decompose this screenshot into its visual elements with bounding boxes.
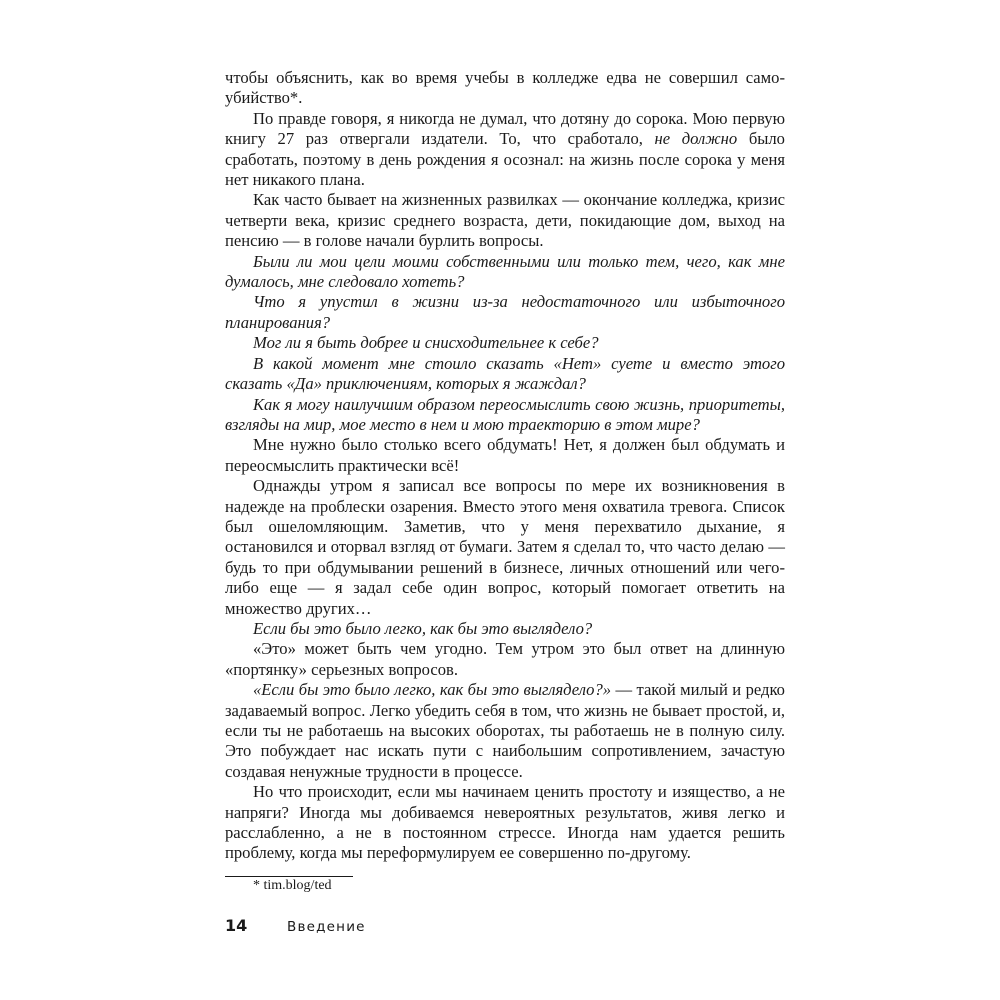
book-page: [225, 68, 785, 895]
text-run: — такой милый и редко задаваемый вопрос. Легко убедить себя в том, что жизнь не бывает простой, и, если ты не работаешь на высоких оборотах, ты работаешь не в полную силу. Это побуждает нас искать пути с наибольшим сопротивлением, зачастую создавая ненужные трудности в процессе.: [225, 680, 785, 781]
paragraph: Мне нужно было столько всего обдумать! Нет, я должен был обдумать и переосмыслить практически всё!: [225, 435, 785, 475]
paragraph: «Это» может быть чем угодно. Тем утром это был ответ на длинную «портянку» серьезных вопросов.: [225, 639, 785, 679]
running-head: Введение: [287, 919, 366, 935]
paragraph: [225, 109, 785, 191]
emphasis-text: не должно: [654, 129, 738, 149]
question-italic: Что я упустил в жизни из-за недостаточного или избыточного планирования?: [225, 292, 785, 332]
emphasis-text: «Если бы это было легко, как бы это выглядело?»: [253, 680, 612, 700]
question-italic: Были ли мои цели моими собственными или только тем, чего, как мне думалось, мне следовало хотеть?: [225, 251, 785, 292]
question-italic: Как я могу наилучшим образом переосмыслить свою жизнь, приоритеты, взгляды на мир, мое место в нем и мою траекторию в этом мире?: [225, 394, 785, 434]
question-italic: В какой момент мне стоило сказать «Нет» суете и вместо этого сказать «Да» приключениям, которых я жаждал?: [225, 353, 785, 394]
question-italic: Мог ли я быть добрее и снисходительнее к себе?: [253, 333, 599, 353]
paragraph: Как часто бывает на жизненных развилках — окончание колледжа, кризис четверти века, кризис среднего возраста, дети, покидающие дом, выход на пенсию — в голове начали бурлить вопросы.: [225, 190, 785, 251]
page-footer: [225, 916, 366, 935]
question-italic: Если бы это было легко, как бы это выглядело?: [253, 618, 593, 638]
paragraph: [225, 680, 785, 782]
page-number: 14: [225, 916, 248, 935]
text-run: было сработать, поэтому в день рождения я осознал: на жизнь после сорока у меня нет никакого плана.: [225, 129, 785, 190]
paragraph: Но что происходит, если мы начинаем ценить простоту и изящество, а не напряги? Иногда мы добиваемся невероятных результатов, живя легко и расслабленно, а не в постоянном стрессе. Иногда нам удается решить проблему, когда мы переформулируем ее совершенно по-другому.: [225, 782, 785, 863]
paragraph: Однажды утром я записал все вопросы по мере их возникновения в надежде на проблески озарения. Вместо этого меня охватила тревога. Список был ошеломляющим. Заметив, что у меня перехватило дыхание, я остановился и оторвал взгляд от бумаги. Затем я сделал то, что часто делаю — будь то при обдумывании решений в бизнесе, личных отношений или чего-либо еще — я задал себе один вопрос, который помогает ответить на множество других…: [225, 476, 785, 618]
paragraph-continuation: чтобы объяснить, как во время учебы в колледже едва не совершил само-убийство*.: [225, 68, 785, 108]
footnote: * tim.blog/ted: [253, 877, 332, 893]
text-run: По правде говоря, я никогда не думал, что дотяну до сорока. Мою первую книгу 27 раз отвергали издатели. То, что сработало,: [225, 108, 785, 149]
